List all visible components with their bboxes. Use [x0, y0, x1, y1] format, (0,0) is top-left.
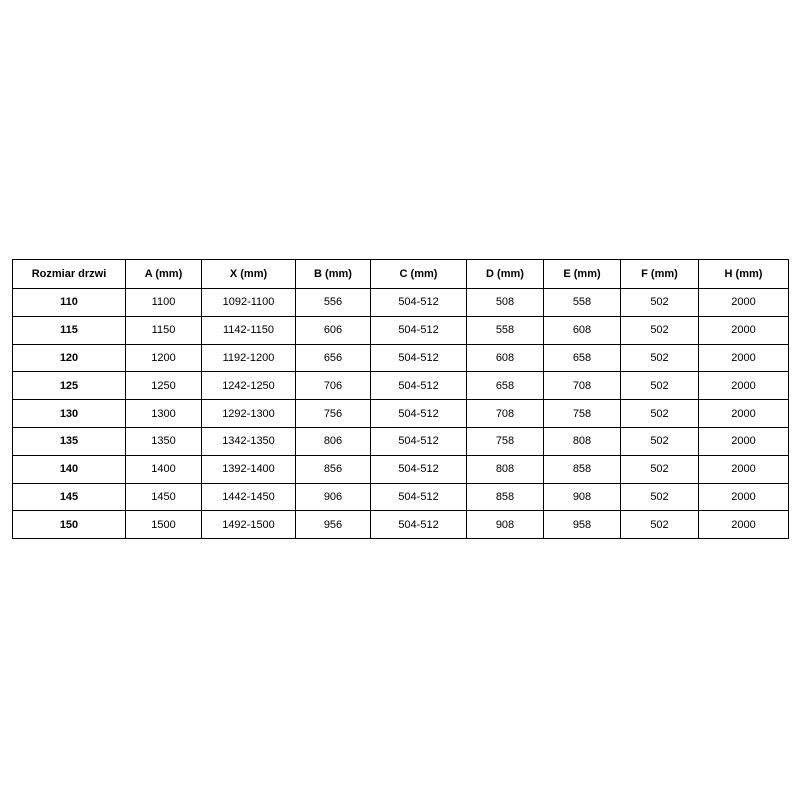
- spec-table-container: [12, 259, 788, 539]
- cell-f: 502: [621, 372, 699, 400]
- cell-b: 556: [296, 289, 371, 317]
- cell-e: 658: [544, 344, 621, 372]
- cell-a: 1400: [126, 455, 202, 483]
- column-header-e: E (mm): [544, 260, 621, 289]
- column-header-b: B (mm): [296, 260, 371, 289]
- cell-c: 504-512: [371, 400, 467, 428]
- cell-e: 708: [544, 372, 621, 400]
- cell-b: 806: [296, 427, 371, 455]
- cell-c: 504-512: [371, 427, 467, 455]
- cell-h: 2000: [699, 455, 789, 483]
- cell-c: 504-512: [371, 289, 467, 317]
- cell-size: 140: [13, 455, 126, 483]
- cell-x: 1192-1200: [202, 344, 296, 372]
- cell-b: 706: [296, 372, 371, 400]
- cell-size: 125: [13, 372, 126, 400]
- cell-b: 906: [296, 483, 371, 511]
- cell-d: 808: [467, 455, 544, 483]
- cell-d: 508: [467, 289, 544, 317]
- cell-a: 1250: [126, 372, 202, 400]
- table-row: [13, 511, 789, 539]
- cell-size: 130: [13, 400, 126, 428]
- cell-h: 2000: [699, 372, 789, 400]
- column-header-d: D (mm): [467, 260, 544, 289]
- cell-d: 908: [467, 511, 544, 539]
- cell-size: 120: [13, 344, 126, 372]
- cell-x: 1392-1400: [202, 455, 296, 483]
- cell-f: 502: [621, 289, 699, 317]
- cell-f: 502: [621, 344, 699, 372]
- cell-c: 504-512: [371, 344, 467, 372]
- cell-h: 2000: [699, 400, 789, 428]
- table-row: [13, 344, 789, 372]
- cell-d: 558: [467, 316, 544, 344]
- cell-e: 808: [544, 427, 621, 455]
- column-header-f: F (mm): [621, 260, 699, 289]
- cell-b: 956: [296, 511, 371, 539]
- cell-e: 858: [544, 455, 621, 483]
- column-header-h: H (mm): [699, 260, 789, 289]
- table-row: [13, 455, 789, 483]
- table-row: [13, 483, 789, 511]
- cell-x: 1442-1450: [202, 483, 296, 511]
- cell-size: 110: [13, 289, 126, 317]
- cell-c: 504-512: [371, 455, 467, 483]
- cell-a: 1200: [126, 344, 202, 372]
- cell-f: 502: [621, 455, 699, 483]
- cell-d: 658: [467, 372, 544, 400]
- table-body: [13, 289, 789, 539]
- table-row: [13, 289, 789, 317]
- table-row: [13, 372, 789, 400]
- cell-d: 858: [467, 483, 544, 511]
- cell-h: 2000: [699, 289, 789, 317]
- cell-x: 1342-1350: [202, 427, 296, 455]
- cell-c: 504-512: [371, 483, 467, 511]
- column-header-x: X (mm): [202, 260, 296, 289]
- cell-h: 2000: [699, 427, 789, 455]
- door-size-spec-table: [12, 259, 789, 539]
- table-row: [13, 400, 789, 428]
- cell-size: 135: [13, 427, 126, 455]
- cell-size: 145: [13, 483, 126, 511]
- cell-a: 1300: [126, 400, 202, 428]
- column-header-rozmiar-drzwi: Rozmiar drzwi: [13, 260, 126, 289]
- table-header-row: [13, 260, 789, 289]
- cell-e: 558: [544, 289, 621, 317]
- cell-x: 1292-1300: [202, 400, 296, 428]
- cell-a: 1500: [126, 511, 202, 539]
- cell-h: 2000: [699, 511, 789, 539]
- cell-e: 758: [544, 400, 621, 428]
- cell-x: 1492-1500: [202, 511, 296, 539]
- cell-d: 758: [467, 427, 544, 455]
- cell-a: 1450: [126, 483, 202, 511]
- cell-f: 502: [621, 427, 699, 455]
- cell-x: 1242-1250: [202, 372, 296, 400]
- table-row: [13, 316, 789, 344]
- cell-f: 502: [621, 400, 699, 428]
- cell-e: 958: [544, 511, 621, 539]
- cell-a: 1350: [126, 427, 202, 455]
- cell-f: 502: [621, 511, 699, 539]
- column-header-a: A (mm): [126, 260, 202, 289]
- cell-x: 1142-1150: [202, 316, 296, 344]
- table-header: [13, 260, 789, 289]
- cell-h: 2000: [699, 344, 789, 372]
- cell-e: 908: [544, 483, 621, 511]
- cell-c: 504-512: [371, 372, 467, 400]
- cell-d: 708: [467, 400, 544, 428]
- table-row: [13, 427, 789, 455]
- cell-h: 2000: [699, 483, 789, 511]
- cell-b: 856: [296, 455, 371, 483]
- cell-d: 608: [467, 344, 544, 372]
- cell-b: 606: [296, 316, 371, 344]
- cell-f: 502: [621, 483, 699, 511]
- cell-a: 1100: [126, 289, 202, 317]
- cell-c: 504-512: [371, 511, 467, 539]
- cell-e: 608: [544, 316, 621, 344]
- cell-h: 2000: [699, 316, 789, 344]
- cell-f: 502: [621, 316, 699, 344]
- cell-size: 150: [13, 511, 126, 539]
- cell-c: 504-512: [371, 316, 467, 344]
- cell-a: 1150: [126, 316, 202, 344]
- column-header-c: C (mm): [371, 260, 467, 289]
- cell-size: 115: [13, 316, 126, 344]
- cell-b: 656: [296, 344, 371, 372]
- cell-b: 756: [296, 400, 371, 428]
- cell-x: 1092-1100: [202, 289, 296, 317]
